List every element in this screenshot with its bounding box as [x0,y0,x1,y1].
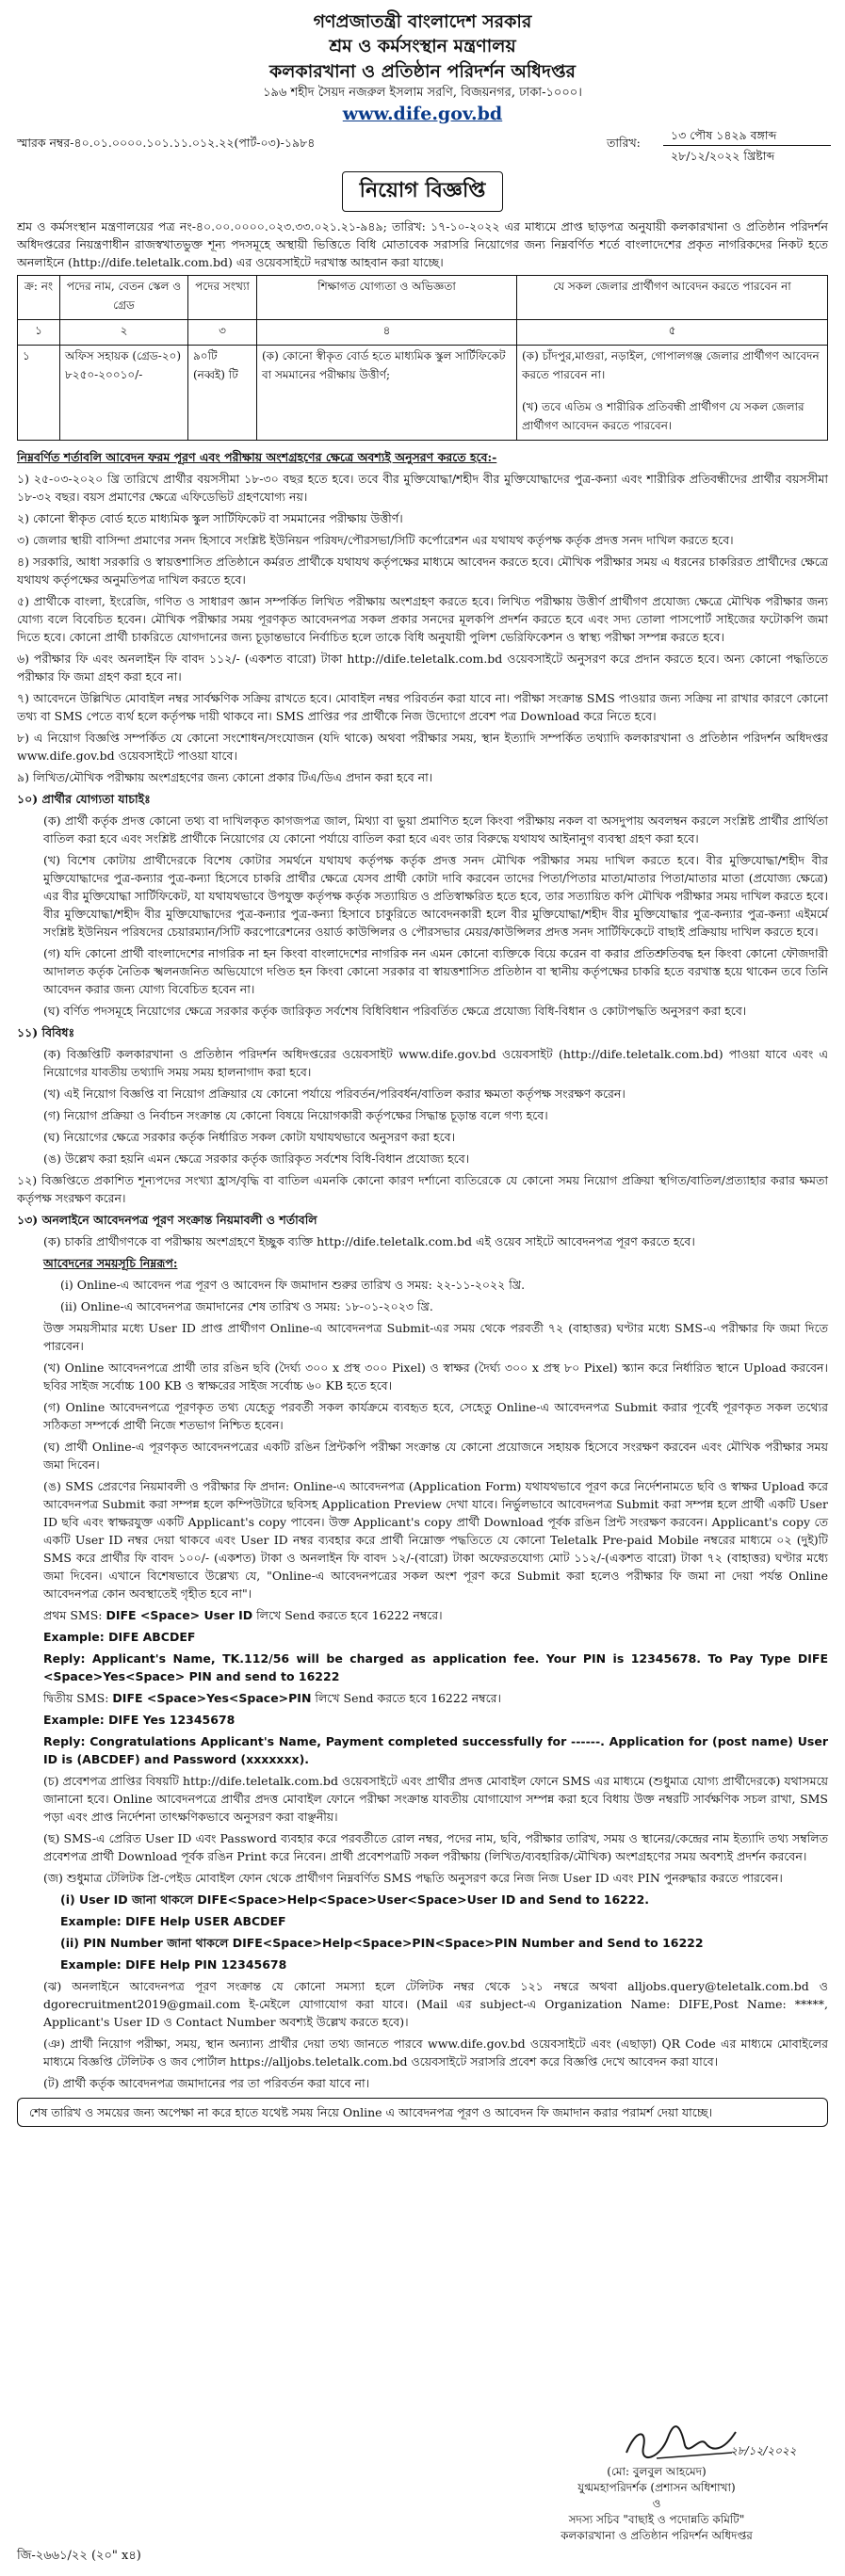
intro-paragraph: শ্রম ও কর্মসংস্থান মন্ত্রণালয়ের পত্র নং-৪০.০০.০০০০.০২৩.৩৩.০২১.২১-৯৪৯; তারিখ: ১৭-১০-২০২২ এর মাধ্যমে প্রাপ্ত ছাড়পত্র অনুযায়ী কলকারখানা ও প্রতিষ্ঠান পরিদর্শন অধিদপ্তরের নিয়ন্ত্রণাধীন রাজস্বখাতভুক্ত শূন্য পদসমূহে অস্থায়ী ভিত্তিতে বিধি মোতাবেক সরাসরি নিয়োগের জন্য নিম্নবর্ণিত শর্তে বাংলাদেশের প্রকৃত নাগরিকদের নিকট হতে অনলাইনে (http://dife.teletalk.com.bd) এর ওয়েবসাইটে দরখাস্ত আহবান করা যাচ্ছে। [17,219,828,269]
job-code: জি-২৬৬১/২২ (২০" x৪) [17,2549,141,2563]
sms-first-command: DIFE <Space> User ID [106,1608,253,1622]
condition-item: ৫) প্রার্থীকে বাংলা, ইংরেজি, গণিত ও সাধারণ জ্ঞান সম্পর্কিত লিখিত পরীক্ষায় অংশগ্রহণ করতে হবে। লিখিত পরীক্ষায় উত্তীর্ণ প্রার্থীগণ প্রযোজ্য ক্ষেত্রে মৌখিক পরীক্ষার জন্য যোগ্য বলে বিবেচিত হবেন। মৌখিক পরীক্ষার সময় পূরণকৃত আবেদনপত্র সকল প্রকার সনদের মূলকপি প্রদর্শন করতে হবে এবং সদ্য তোলা পাসপোর্ট সাইজের ফটোকপি জমা দিতে হবে। কোনো প্রার্থী চাকরিতে যোগদানের জন্য চূড়ান্তভাবে নির্বাচিত হলে তাকে বিধি অনুযায়ী পুলিশ ভেরিফিকেশন ও স্বাস্থ্য পরীক্ষা সম্পন্ন করতে হবে। [17,594,828,644]
section13-ja: (জ) শুধুমাত্র টেলিটক প্রি-পেইড মোবাইল ফোন থেকে প্রার্থীগণ নিম্নবর্ণিত SMS পদ্ধতি অনুসরণ করে নিজ নিজ User ID এবং PIN পুনরুদ্ধার করতে পারবেন। [43,1871,783,1885]
colnum: ১ [18,320,60,346]
signature-mark [506,2424,807,2464]
sms-second-tail: লিখে Send করতে হবে 16222 নম্বরে। [315,1691,501,1705]
condition-item: ৭) আবেদনে উল্লিখিত মোবাইল নম্বর সার্বক্ষণিক সক্রিয় রাখতে হবে। মোবাইল নম্বর পরিবর্তন করা যাবে না। পরীক্ষা সংক্রান্ত SMS পাওয়ার জন্য সক্রিয় না রাখার কারণে কোনো তথ্য বা SMS পেতে ব্যর্থ হলে কর্তৃপক্ষ দায়ী থাকবে না। SMS প্রাপ্তির পর প্রার্থীকে নিজ উদ্যোগে প্রবেশ পত্র Download করে নিতে হবে। [17,691,828,723]
colnum: ৪ [257,320,517,346]
timeline-note: উক্ত সময়সীমার মধ্যে User ID প্রাপ্ত প্রার্থীগণ Online-এ আবেদনপত্র Submit-এর সময় থেকে পরবর্তী ৭২ (বাহাত্তর) ঘণ্টার মধ্যে SMS-এ পরীক্ষার ফি জমা দিতে পারবেন। [43,1321,828,1353]
condition-item: ৪) সরকারি, আধা সরকারি ও স্বায়ত্তশাসিত প্রতিষ্ঠানে কর্মরত প্রার্থীকে যথাযথ কর্তৃপক্ষের মাধ্যমে আবেদন করতে হবে। মৌখিক পরীক্ষার সময় এ ধরনের চাকরিরত প্রার্থীদের ক্ষেত্রে যথাযথ কর্তৃপক্ষের অনুমতিপত্র দাখিল করতে হবে। [17,555,828,587]
section13-chha: (ছ) SMS-এ প্রেরিত User ID এবং Password ব্যবহার করে পরবর্তীতে রোল নম্বর, পদের নাম, ছবি, পরীক্ষার তারিখ, সময় ও স্থানের/কেন্দ্রের নাম ইত্যাদি তথ্য সম্বলিত প্রবেশপত্র প্রার্থী Download পূর্বক রঙিন Print করে নিবেন। প্রার্থী প্রবেশপত্রটি সকল পরীক্ষায় (লিখিত/ব্যবহারিক/মৌখিক) অংশগ্রহণের সময় অবশ্যই প্রদর্শন করবেন। [43,1831,828,1863]
section10-heading: ১০) প্রার্থীর যোগ্যতা যাচাইঃ [17,792,151,806]
date-label: তারিখ: [607,136,641,150]
office-address: ১৯৬ শহীদ সৈয়দ নজরুল ইসলাম সরণি, বিজয়নগর, ঢাকা-১০০০। [263,86,582,100]
colnum: ৩ [188,320,257,346]
sms-first-label: প্রথম SMS: [43,1608,103,1622]
table-row [18,346,828,441]
department-name: কলকারখানা ও প্রতিষ্ঠান পরিদর্শন অধিদপ্তর [268,61,577,82]
condition-item: ৬) পরীক্ষার ফি এবং অনলাইন ফি বাবদ ১১২/- (একশত বারো) টাকা http://dife.teletalk.com.bd ওয়েবসাইটে অনুসরণ করে প্রদান করতে হবে। অন্য কোনো পদ্ধতিতে পরীক্ষার ফি জমা গ্রহণ করা হবে না। [17,652,828,684]
letterhead [17,0,828,126]
section10-item: (গ) যদি কোনো প্রার্থী বাংলাদেশের নাগরিক না হন কিংবা বাংলাদেশের নাগরিক নন এমন কোনো ব্যক্তিকে বিয়ে করেন বা করার প্রতিশ্রুতিবদ্ধ হন কিংবা কোনো ফৌজদারী আদালত কর্তৃক নৈতিক স্খলনজনিত অভিযোগে দণ্ডিত হন কিংবা কোনো সরকার বা স্বায়ত্তশাসিত প্রতিষ্ঠান বা স্থানীয় কর্তৃপক্ষের চাকরি হতে বরখাস্ত হয়ে থাকেন তবে তিনি আবেদন করার জন্য যোগ্য বিবেচিত হবেন না। [43,946,828,996]
recovery-user-id-example: Example: DIFE Help USER ABCDEF [60,1914,286,1928]
section11-item: (খ) এই নিয়োগ বিজ্ঞপ্তি বা নিয়োগ প্রক্রিয়ার যে কোনো পর্যায়ে পরিবর্তন/পরিবর্ধন/বাতিল করার ক্ষমতা কর্তৃপক্ষ সংরক্ষণ করেন। [43,1087,626,1101]
signatory-and: ও [652,2497,661,2510]
recovery-pin: (ii) PIN Number জানা থাকলে DIFE<Space>Help<Space>PIN<Space>PIN Number and Send to 16222 [60,1936,704,1950]
footer-notice: শেষ তারিখ ও সময়ের জন্য অপেক্ষা না করে হাতে যথেষ্ট সময় নিয়ে Online এ আবেদনপত্র পূরণ ও আবেদন ফি জমাদান করার পরামর্শ দেয়া যাচ্ছে। [17,2098,828,2127]
section13-nga: (ঙ) SMS প্রেরণের নিয়মাবলী ও পরীক্ষার ফি প্রদান: Online-এ আবেদনপত্র (Application Form) যথাযথভাবে পূরণ করে নির্দেশনামতে ছবি ও স্বাক্ষর Upload করে আবেদনপত্র Submit করা সম্পন্ন হলে কম্পিউটারে ছবিসহ Application Preview দেখা যাবে। নির্ভুলভাবে আবেদনপত্র Submit করা সম্পন্ন হলে প্রার্থী একটি User ID ছবি এবং স্বাক্ষরযুক্ত একটি Applicant's copy পাবেন। উক্ত Applicant's copy প্রার্থী Download পূর্বক রঙিন প্রিন্ট সংরক্ষণ করবেন। Applicant's copy তে একটি User ID নম্বর দেয়া থাকবে এবং User ID নম্বর ব্যবহার করে প্রার্থী নিম্নোক্ত পদ্ধতিতে যে কোনো Teletalk Pre-paid Mobile নম্বরের মাধ্যমে ০২ (দুই)টি SMS করে প্রার্থীর ফি বাবদ ১০০/- (একশত) টাকা ও অনলাইন ফি বাবদ ১২/-(বারো) টাকা অফেরতযোগ্য মোট ১১২/-(একশত বারো) টাকা ৭২ (বাহাত্তর) ঘণ্টার মধ্যে জমা দিবেন। এখানে বিশেষভাবে উল্লেখ্য যে, "Online-এ আবেদনপত্রের সকল অংশ পূরণ করে Submit করা হলেও পরীক্ষার ফি জমা না দেয়া পর্যন্ত Online আবেদনপত্র কোন অবস্থাতেই গৃহীত হবে না"। [43,1479,828,1601]
sms-first-tail: লিখে Send করতে হবে 16222 নম্বরে। [256,1608,443,1622]
cell-serial: ১ [18,346,60,441]
ministry-name: শ্রম ও কর্মসংস্থান মন্ত্রণালয় [329,36,516,56]
districts-b: (খ) তবে এতিম ও শারীরিক প্রতিবন্ধী প্রার্থীগণ যে সকল জেলার প্রার্থীগণ আবেদন করতে পারবেন। [522,400,804,432]
recovery-pin-example: Example: DIFE Help PIN 12345678 [60,1957,287,1972]
section10-item: (খ) বিশেষ কোটায় প্রার্থীদেরকে বিশেষ কোটার সমর্থনে যথাযথ কর্তৃপক্ষ কর্তৃক প্রদত্ত সনদ মৌখিক পরীক্ষার সময় দাখিল করতে হবে। বীর মুক্তিযোদ্ধা/শহীদ বীর মুক্তিযোদ্ধাদের পুত্র-কন্যার পুত্র-কন্যা হিসেবে চাকরি প্রার্থীর ক্ষেত্রে যেসব প্রার্থী কোটা দাবি করবেন তাদের পিতা/পিতার মাতা/মাতার পিতা/মাতার মাতা (প্রযোজ্য ক্ষেত্রে) এর বীর মুক্তিযোদ্ধা সার্টিফিকেট, যা যথাযথভাবে উপযুক্ত কর্তৃপক্ষ কর্তৃক সত্যায়িত ও প্রতিস্বাক্ষরিত হতে হবে, তার সত্যায়িত কপি মৌখিক পরীক্ষার সময় দাখিল করতে হবে। বীর মুক্তিযোদ্ধা/শহীদ বীর মুক্তিযোদ্ধাদের পুত্র-কন্যার পুত্র-কন্যা হিসাবে চাকুরিতে আবেদনকারী হলে বীর মুক্তিযোদ্ধা/শহীদ বীর মুক্তিযোদ্ধার পুত্র-কন্যার পুত্র-কন্যা এইমর্মে সংশ্লিষ্ট ইউনিয়ন পরিষদের চেয়ারম্যান/সিটি করপোরেশনের ওয়ার্ড কাউন্সিলর ও পৌরসভার মেয়র/কাউন্সিলর প্রদত্ত সনদ সার্টিফিকেটে বাছাই প্রক্রিয়ায় দাখিল করতে হবে। [43,853,829,939]
sms-second-example: Example: DIFE Yes 12345678 [43,1713,236,1727]
condition-item: ১) ২৫-০৩-২০২০ খ্রি তারিখে প্রার্থীর বয়সসীমা ১৮-৩০ বছর হতে হবে। তবে বীর মুক্তিযোদ্ধা/শহীদ বীর মুক্তিযোদ্ধাদের পুত্র-কন্যা এবং শারীরিক প্রতিবন্ধীদের প্রার্থীর বয়সসীমা ১৮-৩২ বছর। বয়স প্রমাণের ক্ষেত্রে এফিডেভিট গ্রহণযোগ্য নয়। [17,472,828,504]
sms-first [17,1606,828,1624]
section11-heading: ১১) বিবিধঃ [17,1025,75,1039]
section13-ga: (গ) Online আবেদনপত্রে পূরণকৃত তথ্য যেহেতু পরবর্তী সকল কার্যক্রমে ব্যবহৃত হবে, সেহেতু Online-এ আবেদনপত্র Submit করার পূর্বেই পূরণকৃত সকল তথ্যের সঠিকতা সম্পর্কে প্রার্থী নিজে শতভাগ নিশ্চিত হবেন। [43,1400,828,1432]
col-count: পদের সংখ্যা [188,276,257,320]
col-qualification: শিক্ষাগত যোগ্যতা ও অভিজ্ঞতা [257,276,517,320]
date-bangla: ১৩ পৌষ ১৪২৯ বঙ্গাব্দ [663,126,831,146]
sms-first-example: Example: DIFE ABCDEF [43,1630,196,1644]
condition-item: ৯) লিখিত/মৌখিক পরীক্ষায় অংশগ্রহণের জন্য কোনো প্রকার টিএ/ডিএ প্রদান করা হবে না। [17,770,433,784]
memo-row [17,126,828,169]
col-serial: ক্র: নং [18,276,60,320]
colnum: ৫ [517,320,828,346]
table-colnum-row [18,320,828,346]
section11-item: (ঙ) উল্লেখ করা হয়নি এমন ক্ষেত্রে সরকার কর্তৃক জারিকৃত সর্বশেষ বিধি-বিধান প্রযোজ্য হবে। [43,1151,470,1166]
notice-title [17,171,828,212]
col-post: পদের নাম, বেতন স্কেল ও গ্রেড [60,276,188,320]
section11-item: (ঘ) নিয়োগের ক্ষেত্রে সরকার কর্তৃক নির্ধারিত সকল কোটা যথাযথভাবে অনুসরণ করা হবে। [43,1130,456,1144]
sms-second [17,1689,828,1707]
cell-districts [517,346,828,441]
signature-block [506,2424,807,2544]
signatory-office: কলকারখানা ও প্রতিষ্ঠান পরিদর্শন অধিদপ্তর [561,2529,753,2542]
cell-qualification: (ক) কোনো স্বীকৃত বোর্ড হতে মাধ্যমিক স্কুল সার্টিফিকেট বা সমমানের পরীক্ষায় উত্তীর্ণ; [257,346,517,441]
section13-kha: (খ) Online আবেদনপত্রে প্রার্থী তার রঙিন ছবি (দৈর্ঘ্য ৩০০ x প্রস্থ ৩০০ Pixel) ও স্বাক্ষর (দৈর্ঘ্য ৩০০ x প্রস্থ ৮০ Pixel) স্ক্যান করে নির্ধারিত স্থানে Upload করবেন। ছবির সাইজ সর্বোচ্চ 100 KB ও স্বাক্ষরের সাইজ সর্বোচ্চ ৬০ KB হতে হবে। [43,1360,828,1393]
section13-heading: ১৩) অনলাইনে আবেদনপত্র পূরণ সংক্রান্ত নিয়মাবলী ও শর্তাবলি [17,1213,317,1227]
signature-date: ২৮/১২/২০২২ [730,2444,797,2457]
condition-item: ৮) এ নিয়োগ বিজ্ঞপ্তি সম্পর্কিত যে কোনো সংশোধন/সংযোজন (যদি থাকে) অথবা পরীক্ষার সময়, স্থান ইত্যাদি সম্পর্কিত তথ্যাদি কলকারখানা ও প্রতিষ্ঠান পরিদর্শন অধিদপ্তর www.dife.gov.bd ওয়েবসাইটে পাওয়া যাবে। [17,731,828,763]
section13-ta: (ট) প্রার্থী কর্তৃক আবেদনপত্র জমাদানের পর তা পরিবর্তন করা যাবে না। [43,2076,370,2090]
section13-gha: (ঘ) প্রার্থী Online-এ পূরণকৃত আবেদনপত্রের একটি রঙিন প্রিন্টকপি পরীক্ষা সংক্রান্ত যে কোনো প্রয়োজনে সহায়ক হিসেবে সংরক্ষণ করবেন এবং মৌখিক পরীক্ষার সময় জমা দিবেন। [43,1440,828,1472]
districts-a: (ক) চাঁদপুর,মাগুরা, নড়াইল, গোপালগঞ্জ জেলার প্রার্থীগণ আবেদন করতে পারবেন না। [522,349,820,381]
sms-first-reply: Reply: Applicant's Name, TK.112/56 will be charged as application fee. Your PIN is 12345678. To Pay Type DIFE <Space>Yes<Space> PIN and send to 16222 [43,1651,828,1683]
section13-ka: (ক) চাকরি প্রার্থীগণকে বা পরীক্ষায় অংশগ্রহণে ইচ্ছুক ব্যক্তি http://dife.teletalk.com.bd এই ওয়েব সাইটে আবেদনপত্র পূরণ করতে হবে। [43,1234,695,1248]
section12-text: ১২) বিজ্ঞপ্তিতে প্রকাশিত শূন্যপদের সংখ্যা হ্রাস/বৃদ্ধি বা বাতিল এমনকি কোনো কারণ দর্শানো ব্যতিরেকে যে কোনো সময় নিয়োগ প্রক্রিয়া স্থগিত/বাতিল/প্রত্যাহার করার ক্ষমতা কর্তৃপক্ষ সংরক্ষণ করেন। [17,1173,828,1205]
conditions-section [17,448,828,2092]
cell-count: ৯০টি (নব্বই) টি [188,346,257,441]
recovery-user-id: (i) User ID জানা থাকলে DIFE<Space>Help<Space>User<Space>User ID and Send to 16222. [60,1892,650,1907]
section13-nya: (ঞ) প্রার্থী নিয়োগ পরীক্ষা, সময়, স্থান অন্যান্য প্রার্থীর দেয়া তথ্য জানতে পারবে www.dife.gov.bd ওয়েবসাইটে এবং (এছাড়া) QR Code এর মাধ্যমে মোবাইলের মাধ্যমে বিজ্ঞপ্তি টেলিটক ও জব পোর্টাল https://alljobs.teletalk.com.bd ওয়েবসাইটে সরাসরি প্রবেশ করে বিজ্ঞপ্তি দেখে আবেদন করা যাবে। [43,2037,828,2069]
sms-second-reply: Reply: Congratulations Applicant's Name, Payment completed successfully for ------. Application for (post name) User ID is (ABCDEF) and Password (xxxxxxx). [43,1734,828,1766]
table-header-row [18,276,828,320]
sms-second-label: দ্বিতীয় SMS: [43,1691,109,1705]
posts-table [17,275,828,441]
date-gregorian: ২৮/১২/২০২২ খ্রিষ্টাব্দ [671,149,775,163]
handwritten-signature-icon [619,2424,741,2464]
signatory-designation: যুগ্মমহাপরিদর্শক (প্রশাসন অধিশাখা) [577,2481,736,2494]
section10-item: (ক) প্রার্থী কর্তৃক প্রদত্ত কোনো তথ্য বা দাখিলকৃত কাগজপত্র জাল, মিথ্যা বা ভুয়া প্রমাণিত হলে কিংবা পরীক্ষায় নকল বা অসদুপায় অবলম্বন করলে সংশ্লিষ্ট প্রার্থীর প্রার্থিতা বাতিল করা হবে এবং সংশ্লিষ্ট প্রার্থীকে নিয়োগের যে কোনো পর্যায়ে বাতিল করা হবে এবং তার বিরুদ্ধে যথাযথ আইনানুগ ব্যবস্থা গ্রহণ করা হবে। [43,813,828,845]
condition-item: ২) কোনো স্বীকৃত বোর্ড হতে মাধ্যমিক স্কুল সার্টিফিকেট বা সমমানের পরীক্ষায় উত্তীর্ণ। [17,511,403,525]
colnum: ২ [60,320,188,346]
section13-jha: (ঝ) অনলাইনে আবেদনপত্র পূরণ সংক্রান্ত যে কোনো সমস্যা হলে টেলিটক নম্বর থেকে ১২১ নম্বরে অথবা alljobs.query@teletalk.com.bd ও dgorecruitment2019@gmail.com ই-মেইলে যোগাযোগ করা যাবে। (Mail এর subject-এ Organization Name: DIFE,Post Name: *****, Applicant's User ID ও Contact Number অবশ্যই উল্লেখ করতে হবে)। [43,1979,828,2029]
section13-cha: (চ) প্রবেশপত্র প্রাপ্তির বিষয়টি http://dife.teletalk.com.bd ওয়েবসাইটে এবং প্রার্থীর প্রদত্ত মোবাইল ফোনে SMS এর মাধ্যমে (শুধুমাত্র যোগ্য প্রার্থীদেরকে) যথাসময়ে জানানো হবে। Online আবেদনপত্রে প্রার্থীর প্রদত্ত মোবাইল ফোনে পরীক্ষা সংক্রান্ত যাবতীয় যোগাযোগ সম্পন্ন করা হবে বিধায় উক্ত নম্বরটি সার্বক্ষণিক সচল রাখা, SMS পড়া এবং প্রাপ্ত নির্দেশনা তাৎক্ষণিকভাবে অনুসরণ করা বাঞ্ছনীয়। [43,1774,828,1824]
section11-item: (গ) নিয়োগ প্রক্রিয়া ও নির্বাচন সংক্রান্ত যে কোনো বিষয়ে নিয়োগকারী কর্তৃপক্ষের সিদ্ধান্ত চূড়ান্ত বলে গণ্য হবে। [43,1108,548,1122]
conditions-heading: নিম্নবর্ণিত শর্তাবলি আবেদন ফরম পূরণ এবং পরীক্ষায় অংশগ্রহণের ক্ষেত্রে অবশ্যই অনুসরণ করতে হবে:- [17,450,497,464]
website-link[interactable]: www.dife.gov.bd [342,104,503,124]
cell-post: অফিস সহায়ক (গ্রেড-২০) ৮২৫০-২০০১০/- [60,346,188,441]
signatory-committee: সদস্য সচিব "বাছাই ও পদোন্নতি কমিটি" [568,2513,745,2526]
section10-item: (ঘ) বর্ণিত পদসমূহে নিয়োগের ক্ষেত্রে সরকার কর্তৃক জারিকৃত সর্বশেষ বিধিবিধান পরিবর্তিত ক্ষেত্রে প্রযোজ্য বিধি-বিধান ও কোটাপদ্ধতি অনুসরণ করা হবে। [43,1004,747,1018]
notice-title-text: নিয়োগ বিজ্ঞপ্তি [342,171,504,212]
condition-item: ৩) জেলার স্থায়ী বাসিন্দা প্রমাণের সনদ হিসাবে সংশ্লিষ্ট ইউনিয়ন পরিষদ/পৌরসভা/সিটি কর্পোরেশন এর যথাযথ কর্তৃপক্ষ কর্তৃক প্রদত্ত সনদ দাখিল করতে হবে। [17,533,734,547]
sms-second-command: DIFE <Space>Yes<Space>PIN [112,1691,312,1705]
gov-name: গণপ্রজাতন্ত্রী বাংলাদেশ সরকার [313,11,532,32]
timeline-heading: আবেদনের সময়সূচি নিম্নরূপ: [43,1256,178,1270]
memo-number: স্মারক নম্বর-৪০.০১.০০০০.১০১.১১.০১২.২২(পার্ট-০৩)-১৯৮৪ [17,136,316,150]
timeline-item: (i) Online-এ আবেদন পত্র পূরণ ও আবেদন ফি জমাদান শুরুর তারিখ ও সময়: ২২-১১-২০২২ খ্রি. [60,1278,526,1292]
timeline-item: (ii) Online-এ আবেদনপত্র জমাদানের শেষ তারিখ ও সময়: ১৮-০১-২০২৩ খ্রি. [60,1299,433,1313]
signatory-name: (মো: বুলবুল আহমেদ) [607,2465,707,2478]
section11-item: (ক) বিজ্ঞপ্তিটি কলকারখানা ও প্রতিষ্ঠান পরিদর্শন অধিদপ্তরের ওয়েবসাইট www.dife.gov.bd ওয়েবসাইট (http://dife.teletalk.com.bd) পাওয়া যাবে এবং এ নিয়োগের যাবতীয় তথ্যাদি সময় সময় হালনাগাদ করা হবে। [43,1047,828,1079]
col-districts: যে সকল জেলার প্রার্থীগণ আবেদন করতে পারবেন না [517,276,828,320]
